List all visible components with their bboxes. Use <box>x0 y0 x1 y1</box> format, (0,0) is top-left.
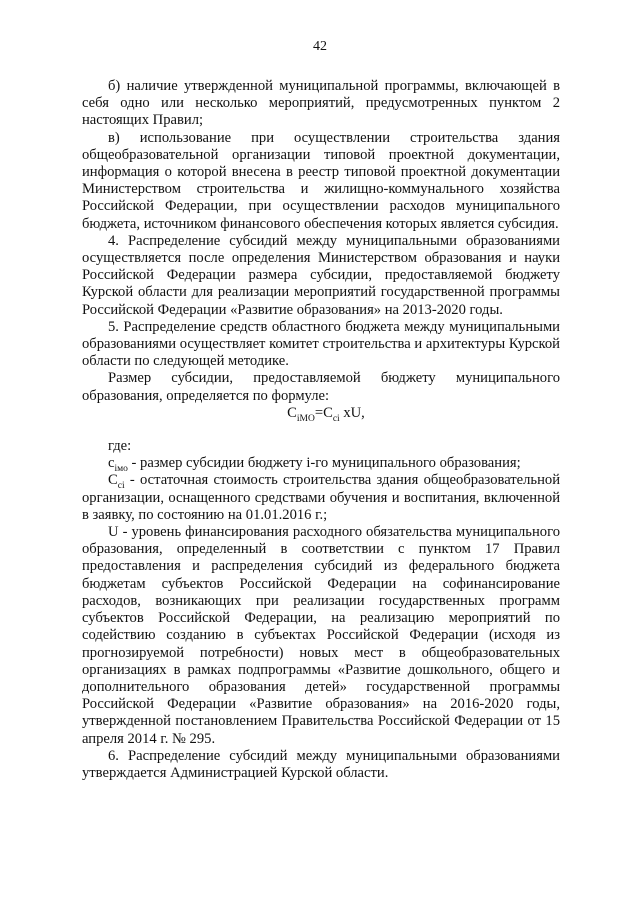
paragraph-5: 5. Распределение средств областного бюджета между муниципальными образованиями осуществляет комитет строительства и архитектуры Курской области по следующей методике. <box>82 318 560 370</box>
definition-subscript: iмо <box>114 464 128 475</box>
definition-text: - уровень финансирования расходного обязательства муниципального образования, определенный в соответствии с пунктом 17 Правил предоставления и распределения субсидий из федерального бюджета бюджетам субъектов Российской Федерации на софинансирование расходов, возникающих при реализации государственных программ субъектов Российской Федерации, на реализацию мероприятий по содействию созданию в субъектах Российской Федерации (исходя из прогнозируемой потребности) новых мест в общеобразовательных организациях в рамках подпрограммы «Развитие дошкольного, общего и дополнительного образования детей» государственной программы Российской Федерации «Развитие образования» на 2016-2020 годы, утвержденной постановлением Правительства Российской Федерации от 15 апреля 2014 г. № 295. <box>82 524 560 747</box>
definition-c-ci <box>82 472 560 524</box>
paragraph-v: в) использование при осуществлении строительства здания общеобразовательной организации типовой проектной документации, информация о которой внесена в реестр типовой проектной документации Министерством строительства и жилищно-коммунального хозяйства Российской Федерации, при осуществлении расходов муниципального бюджета, источником финансового обеспечения которых является субсидия. <box>82 129 560 232</box>
paragraph-4: 4. Распределение субсидий между муниципальными образованиями осуществляется после определения Министерством образования и науки Российской Федерации размера субсидии, предоставляемой бюджету Курской области для реализации мероприятий государственной программы Российской Федерации «Развитие образования» на 2013-2020 годы. <box>82 232 560 318</box>
definition-symbol: C <box>108 472 118 489</box>
formula-lhs-subscript: iMO <box>296 413 315 424</box>
document-body <box>82 78 560 782</box>
definition-text: - остаточная стоимость строительства здания общеобразовательной организации, оснащенного средствами обучения и воспитания, включенной в заявку, по состоянию на 01.01.2016 г.; <box>82 472 560 523</box>
definition-symbol: U <box>108 524 119 541</box>
paragraph-size-intro: Размер субсидии, предоставляемой бюджету муниципального образования, определяется по формуле: <box>82 370 560 404</box>
definition-subscript: ci <box>117 481 125 492</box>
definition-c-imo <box>82 455 560 475</box>
formula-tail: xU, <box>339 404 365 421</box>
formula-equals: =C <box>314 404 333 421</box>
paragraph-b: б) наличие утвержденной муниципальной программы, включающей в себя одно или несколько мероприятий, предусмотренных пунктом 2 настоящих Правил; <box>82 78 560 129</box>
paragraph-6: 6. Распределение субсидий между муниципальными образованиями утверждается Администрацией Курской области. <box>82 747 560 781</box>
where-label: где: <box>108 438 132 455</box>
formula-lhs: C <box>287 404 297 421</box>
definition-u <box>82 524 560 748</box>
formula <box>82 405 560 422</box>
definition-symbol: c <box>108 455 115 472</box>
definition-text: - размер субсидии бюджету i-го муниципального образования; <box>127 455 521 472</box>
formula-rhs-subscript: ci <box>332 413 340 424</box>
page-number: 42 <box>313 39 327 54</box>
